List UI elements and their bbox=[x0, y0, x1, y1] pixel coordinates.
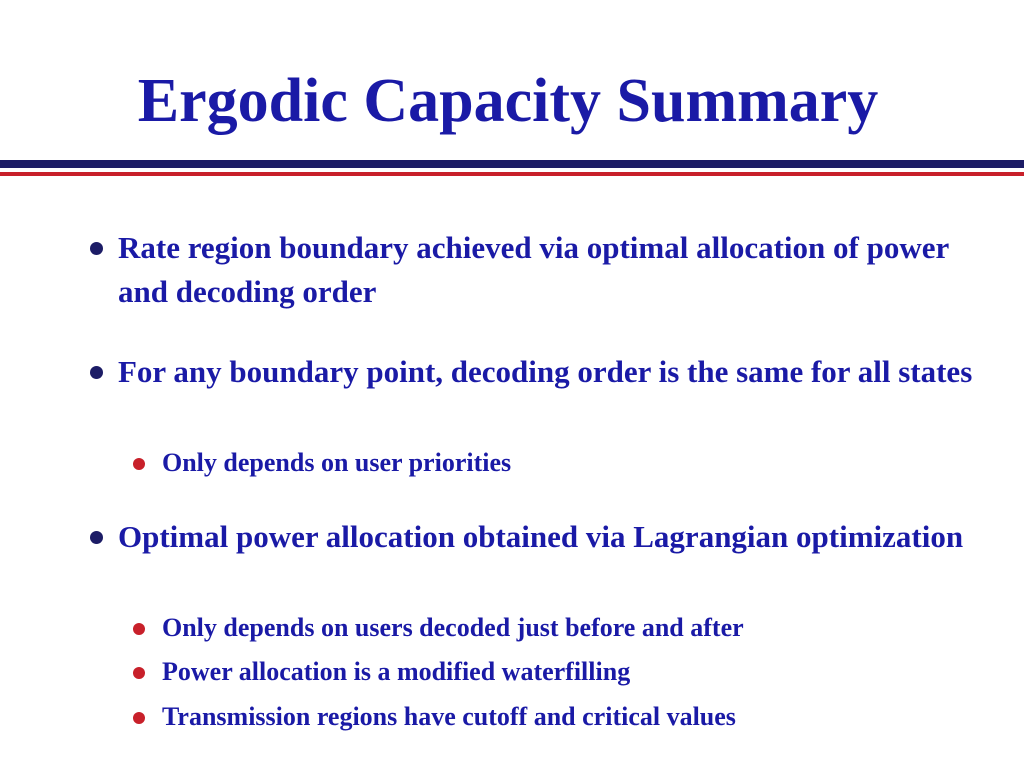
sub-bullet-text: Only depends on users decoded just before and after bbox=[162, 613, 744, 642]
bullet-text: For any boundary point, decoding order is the same for all states bbox=[118, 354, 973, 389]
sub-bullet-item bbox=[162, 613, 1002, 643]
bullet-text: Optimal power allocation obtained via Lagrangian optimization bbox=[118, 519, 964, 554]
sub-bullet-dot-icon bbox=[133, 712, 145, 724]
bullet-dot-icon bbox=[90, 242, 103, 255]
sub-bullet-dot-icon bbox=[133, 623, 145, 635]
sub-bullet-item bbox=[162, 448, 1002, 478]
bullet-dot-icon bbox=[90, 531, 103, 544]
bullet-item bbox=[118, 226, 998, 314]
sub-bullet-dot-icon bbox=[133, 667, 145, 679]
sub-bullet-dot-icon bbox=[133, 458, 145, 470]
bullet-item bbox=[118, 515, 998, 559]
bullet-dot-icon bbox=[90, 366, 103, 379]
sub-bullet-text: Power allocation is a modified waterfilling bbox=[162, 657, 631, 686]
slide-title: Ergodic Capacity Summary bbox=[137, 67, 879, 135]
sub-bullet-text: Only depends on user priorities bbox=[162, 448, 512, 477]
bullet-text: Rate region boundary achieved via optimal allocation of power and decoding order bbox=[118, 230, 949, 309]
bullet-item bbox=[118, 350, 998, 394]
sub-bullet-text: Transmission regions have cutoff and critical values bbox=[162, 702, 736, 731]
sub-bullet-item bbox=[162, 702, 1002, 732]
sub-bullet-item bbox=[162, 657, 1002, 687]
